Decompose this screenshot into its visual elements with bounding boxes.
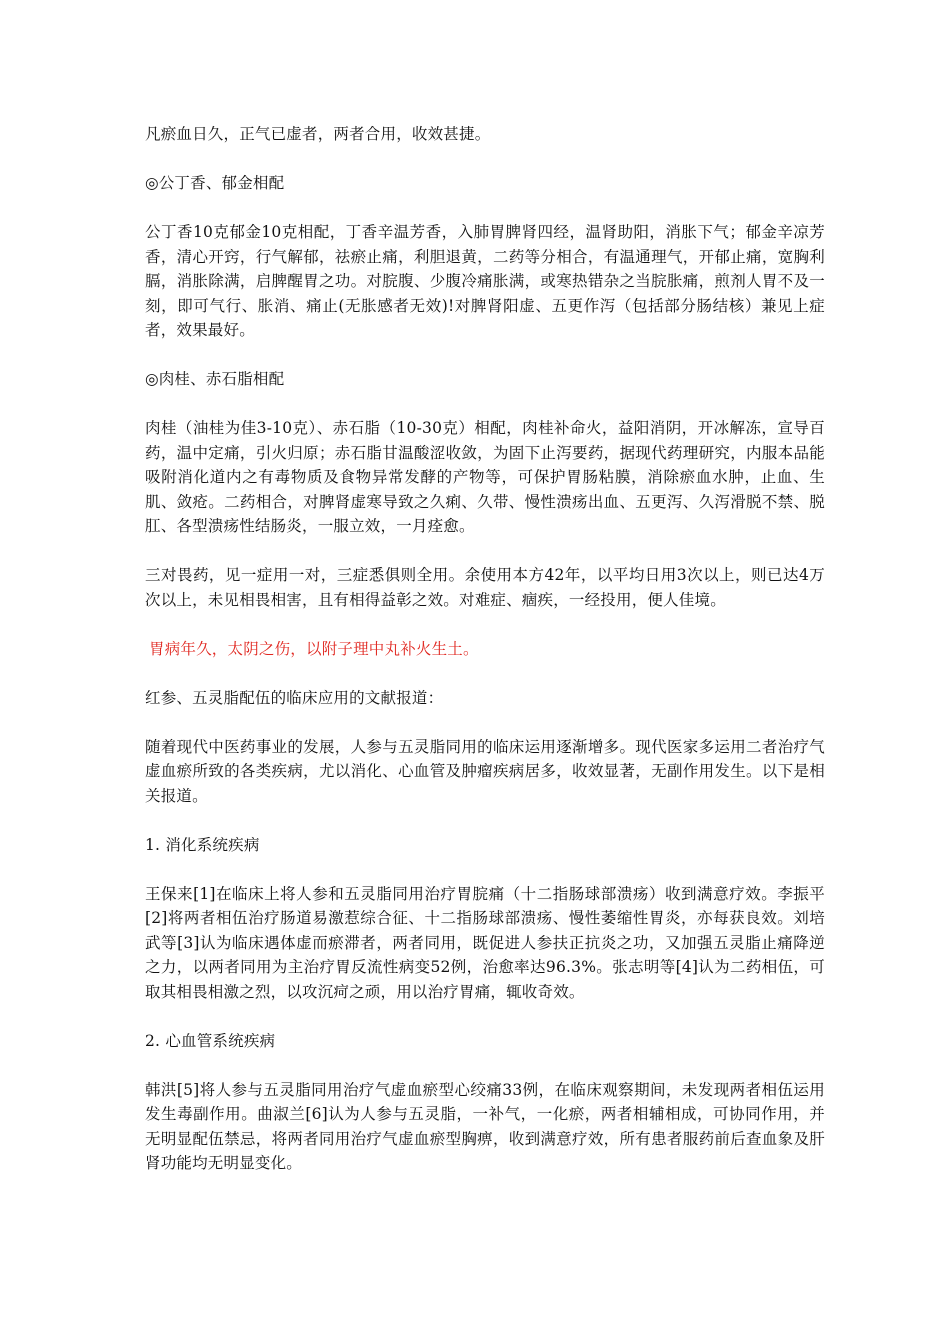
section-heading-digestive: 1. 消化系统疾病 [145,835,260,854]
paragraph-literature-title: 红参、五灵脂配伍的临床应用的文献报道： [145,688,444,707]
section-heading-cardiovascular: 2. 心血管系统疾病 [145,1031,276,1050]
paragraph-three-pairs: 三对畏药，见一症用一对，三症悉俱则全用。余使用本方42年，以平均日用3次以上，则已达4万次以上，未见相畏相害，且有相得益彰之效。对难症、痼疾，一经投用，便人佳境。 [145,566,825,609]
paragraph-cardiovascular: 韩洪[5]将人参与五灵脂同用治疗气虚血瘀型心绞痛33例，在临床观察期间，未发现两者相伍运用发生毒副作用。曲淑兰[6]认为人参与五灵脂，一补气，一化瘀，两者相辅相成，可协同作用，并无明显配伍禁忌，将两者同用治疗气虚血瘀型胸痹，收到满意疗效，所有患者服药前后查血象及肝肾功能均无明显变化。 [145,1080,825,1172]
paragraph-cinnamon-halloysite: 肉桂（油桂为佳3-10克）、赤石脂（10-30克）相配，肉桂补命火，益阳消阴，开冰解冻，宣导百药，温中定痛，引火归原；赤石脂甘温酸涩收敛，为固下止泻要药，据现代药理研究，内服本品能吸附消化道内之有毒物质及食物异常发酵的产物等，可保护胃肠粘膜，消除瘀血水肿，止血、生肌、敛疮。二药相合，对脾肾虚寒导致之久痢、久带、慢性溃疡出血、五更泻、久泻滑脱不禁、脱肛、各型溃疡性结肠炎，一服立效，一月痊愈。 [145,419,825,535]
highlight-note: 胃病年久，太阴之伤，以附子理中丸补火生土。 [149,639,479,658]
document-body [145,122,825,1200]
section-heading-cinnamon-halloysite: ◎肉桂、赤石脂相配 [145,370,285,388]
section-heading-clove-curcuma: ◎公丁香、郁金相配 [145,174,285,192]
paragraph-stasis-summary: 凡瘀血日久，正气已虚者，两者合用，收效甚捷。 [145,125,491,143]
paragraph-literature-intro: 随着现代中医药事业的发展，人参与五灵脂同用的临床运用逐渐增多。现代医家多运用二者治疗气虚血瘀所致的各类疾病，尤以消化、心血管及肿瘤疾病居多，收效显著，无副作用发生。以下是相关报道。 [145,737,825,805]
paragraph-clove-curcuma: 公丁香10克郁金10克相配，丁香辛温芳香，入肺胃脾肾四经，温肾助阳，消胀下气；郁金辛凉芳香，清心开窍，行气解郁，祛瘀止痛，利胆退黄，二药等分相合，有温通理气，开郁止痛，宽胸利膈，消胀除满，启脾醒胃之功。对脘腹、少腹冷痛胀满，或寒热错杂之当脘胀痛，煎剂人胃不及一刻，即可气行、胀消、痛止(无胀感者无效)!对脾肾阳虚、五更作泻（包括部分肠结核）兼见上症者，效果最好。 [145,223,825,339]
paragraph-digestive: 王保来[1]在临床上将人参和五灵脂同用治疗胃脘痛（十二指肠球部溃疡）收到满意疗效。李振平[2]将两者相伍治疗肠道易激惹综合征、十二指肠球部溃疡、慢性萎缩性胃炎，亦每获良效。刘培武等[3]认为临床遇体虚而瘀滞者，两者同用，既促进人参扶正抗炎之功，又加强五灵脂止痛降逆之力，以两者同用为主治疗胃反流性病变52例，治愈率达96.3%。张志明等[4]认为二药相伍，可取其相畏相激之烈，以攻沉疴之顽，用以治疗胃痛，辄收奇效。 [145,884,825,1001]
